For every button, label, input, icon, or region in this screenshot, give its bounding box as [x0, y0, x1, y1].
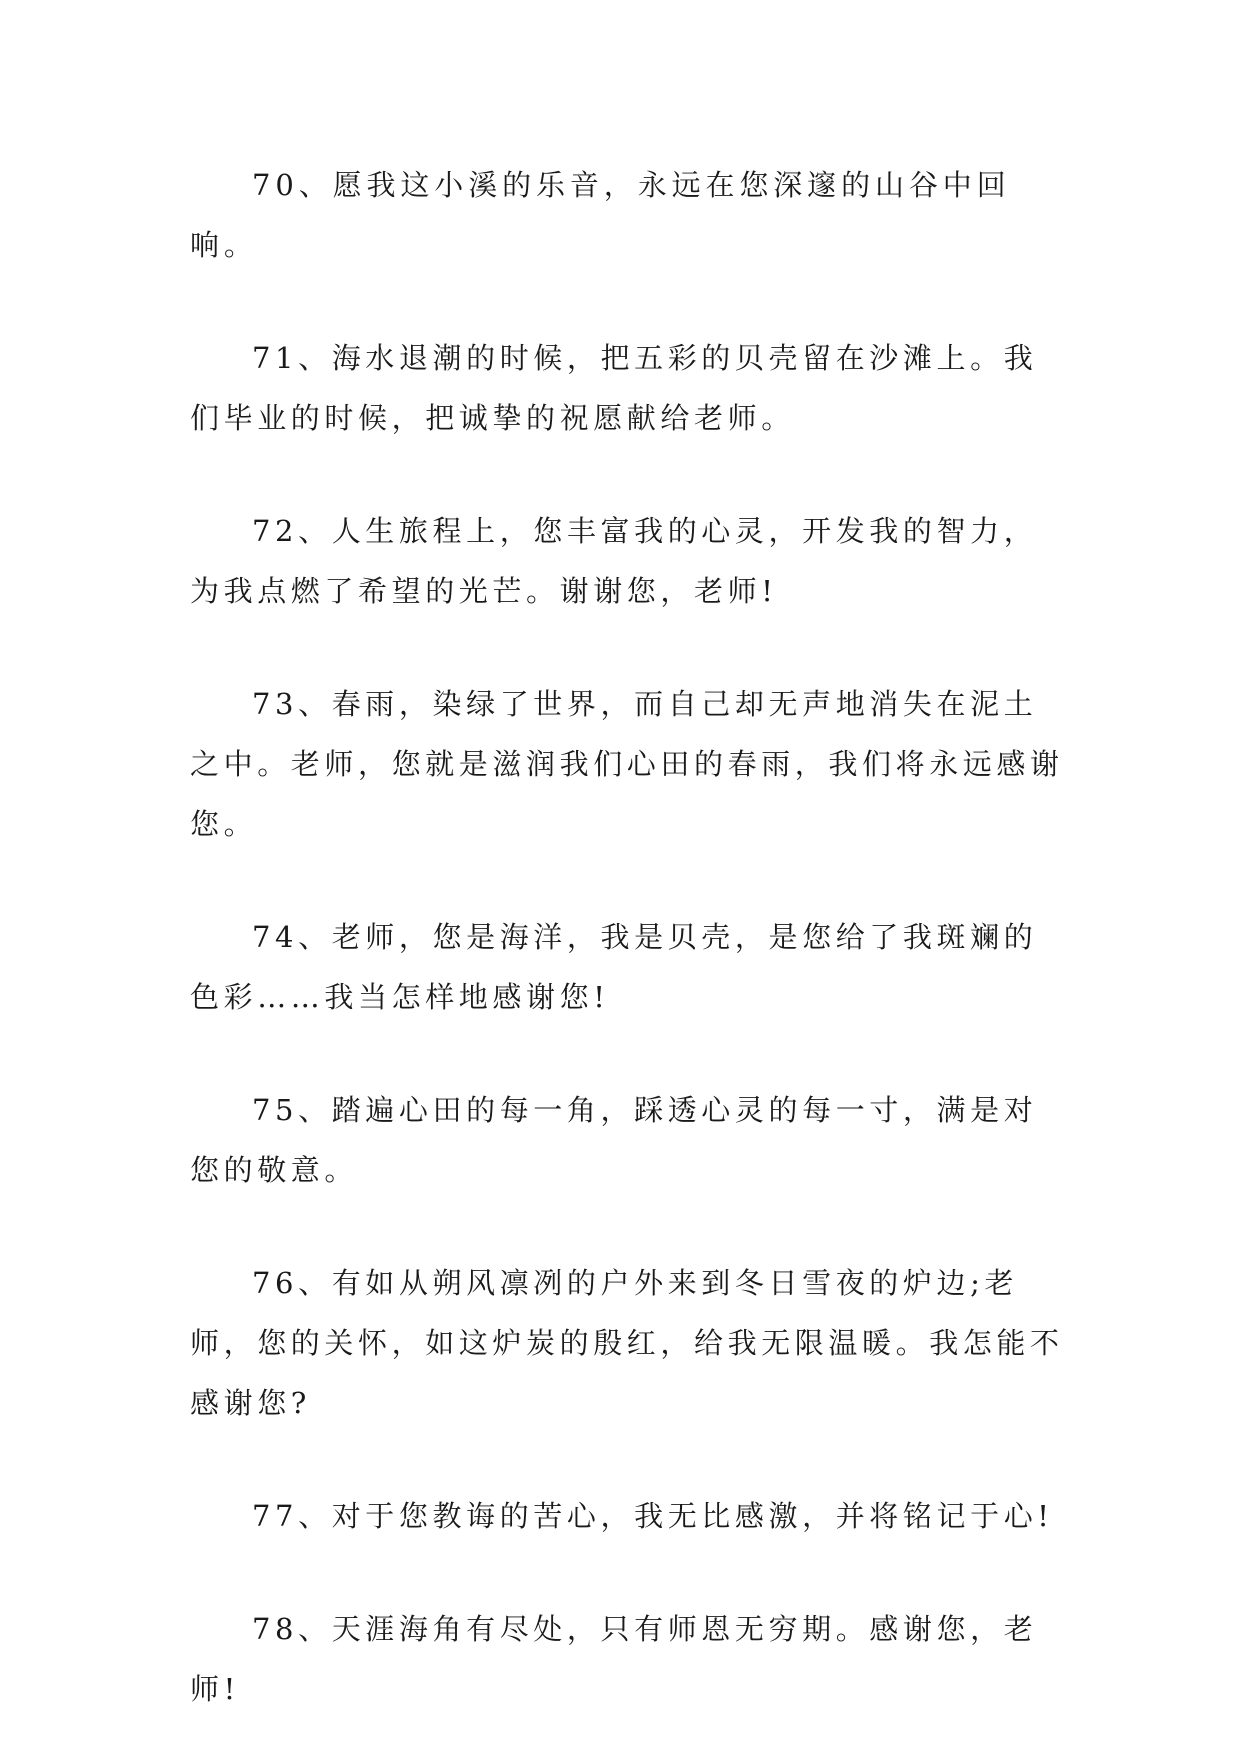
paragraph-71: 71、海水退潮的时候，把五彩的贝壳留在沙滩上。我们毕业的时候，把诚挚的祝愿献给老师。: [190, 341, 1038, 435]
paragraph-74: 74、老师，您是海洋，我是贝壳，是您给了我斑斓的色彩……我当怎样地感谢您!: [190, 920, 1038, 1014]
paragraph-75: 75、踏遍心田的每一角，踩透心灵的每一寸，满是对您的敬意。: [190, 1093, 1038, 1187]
document-body: [190, 155, 1070, 1719]
paragraph-77: 77、对于您教诲的苦心，我无比感激，并将铭记于心!: [252, 1499, 1054, 1533]
paragraph-78: 78、天涯海角有尽处，只有师恩无穷期。感谢您，老师!: [190, 1612, 1038, 1706]
paragraph-72: 72、人生旅程上，您丰富我的心灵，开发我的智力，为我点燃了希望的光芒。谢谢您，老师!: [190, 514, 1038, 608]
paragraph-73: 73、春雨，染绿了世界，而自己却无声地消失在泥土之中。老师，您就是滋润我们心田的春雨，我们将永远感谢您。: [190, 687, 1064, 841]
paragraph-76: 76、有如从朔风凛冽的户外来到冬日雪夜的炉边;老师，您的关怀，如这炉炭的殷红，给我无限温暖。我怎能不感谢您?: [190, 1266, 1064, 1420]
paragraph-70: 70、愿我这小溪的乐音，永远在您深邃的山谷中回响。: [190, 168, 1011, 262]
